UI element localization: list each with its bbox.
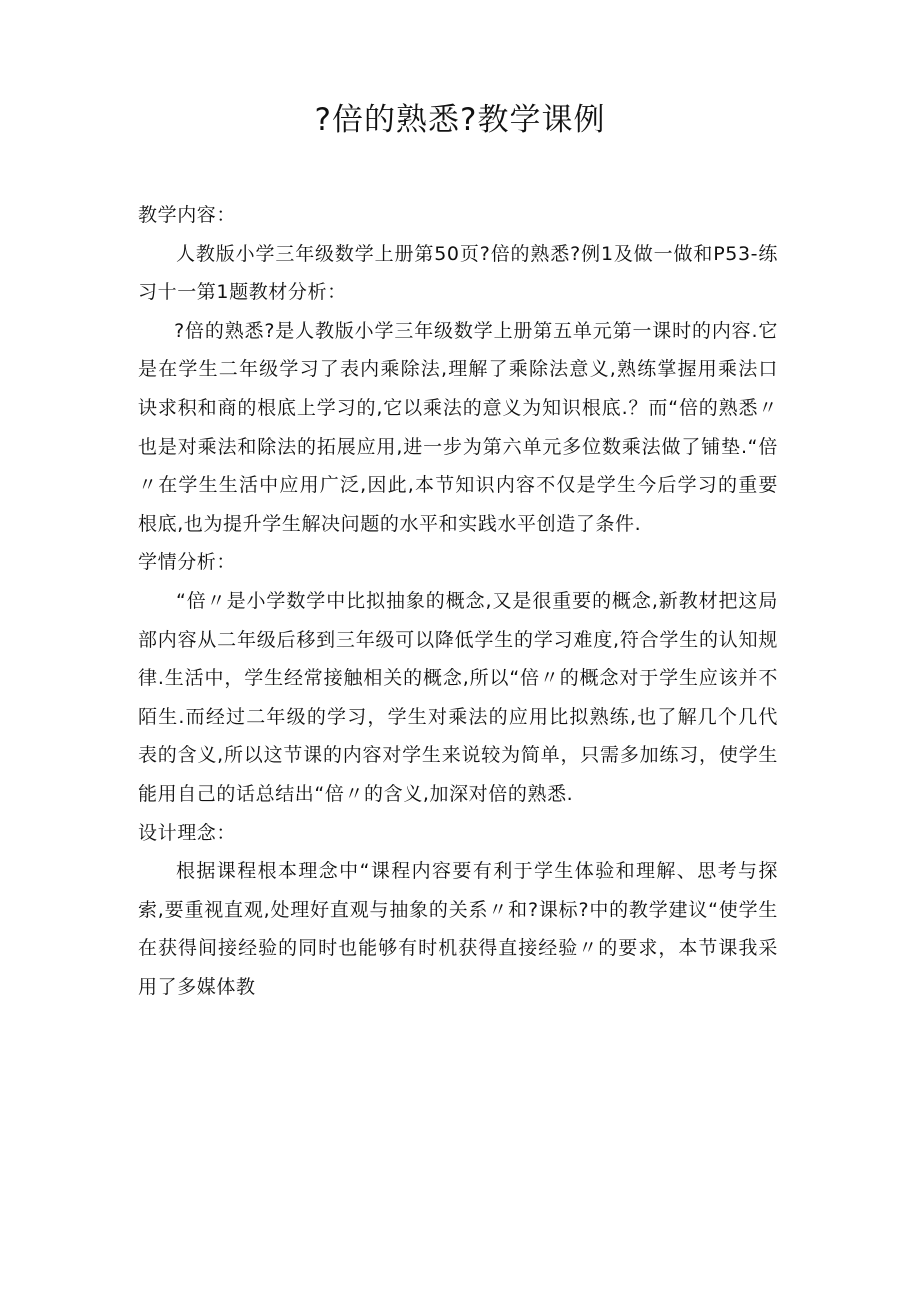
- paragraph-design-concept: 根据课程根本理念中“课程内容要有利于学生体验和理解、思考与探索,要重视直观,处理好直观与抽象的关系〃和?课标?中的教学建议“使学生在获得间接经验的同时也能够有时机获得直接经验〃的要求，本节课我采用了多媒体教: [138, 860, 778, 998]
- section-heading-learning-analysis: 学情分析：: [138, 551, 237, 574]
- document-title: ?倍的熟悉?教学课例: [314, 102, 606, 138]
- paragraph-teaching-content: 人教版小学三年级数学上册第50页?倍的熟悉?例1及做一做和P53-练习十一第1题教材分析：: [138, 242, 778, 304]
- document-body: [138, 196, 778, 1006]
- section-heading-design-concept: 设计理念：: [138, 821, 237, 844]
- paragraph-textbook-analysis: ?倍的熟悉?是人教版小学三年级数学上册第五单元第一课时的内容.它是在学生二年级学习了表内乘除法,理解了乘除法意义,熟练掌握用乘法口诀求积和商的根底上学习的,它以乘法的意义为知识根底.？而“倍的熟悉〃也是对乘法和除法的拓展应用,进一步为第六单元多位数乘法做了铺垫.“倍〃在学生生活中应用广泛,因此,本节知识内容不仅是学生今后学习的重要根底,也为提升学生解决问题的水平和实践水平创造了条件.: [138, 319, 778, 535]
- paragraph-learning-analysis: “倍〃是小学数学中比拟抽象的概念,又是很重要的概念,新教材把这局部内容从二年级后移到三年级可以降低学生的学习难度,符合学生的认知规律.生活中，学生经常接触相关的概念,所以“倍〃的概念对于学生应该并不陌生.而经过二年级的学习，学生对乘法的应用比拟熟练,也了解几个几代表的含义,所以这节课的内容对学生来说较为简单，只需多加练习，使学生能用自己的话总结出“倍〃的含义,加深对倍的熟悉.: [138, 589, 778, 805]
- section-heading-teaching-content: 教学内容：: [138, 204, 237, 226]
